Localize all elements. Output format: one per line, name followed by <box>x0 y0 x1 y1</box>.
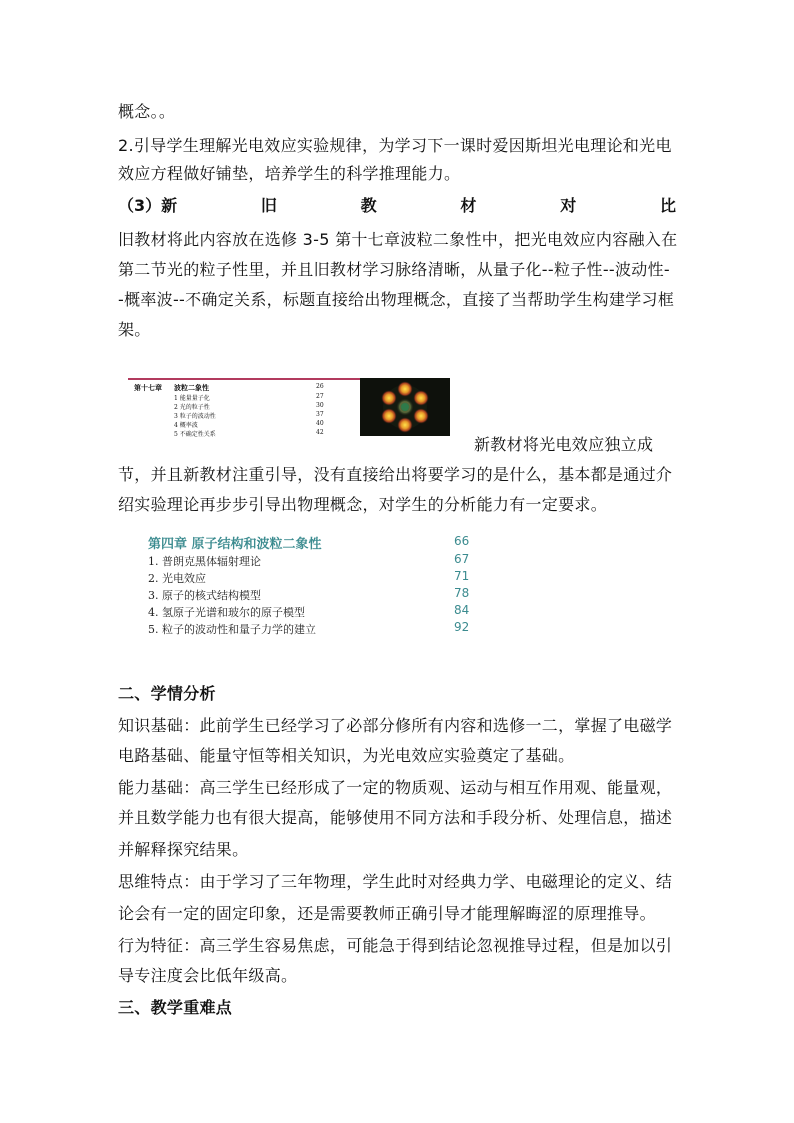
toc-item: 3. 原子的核式结构模型 <box>148 589 261 602</box>
toc-item: 1. 普朗克黑体辐射理论 <box>148 555 261 568</box>
toc-item-page: 92 <box>454 620 470 634</box>
toc-item: 1 能量量子化 <box>174 395 210 402</box>
heading-word: 材 <box>460 196 477 215</box>
toc-chapter-number: 第十七章 <box>134 383 162 392</box>
toc-item: 2 光的粒子性 <box>174 404 210 411</box>
heading-word: 比 <box>659 196 676 215</box>
toc-item-page: 78 <box>454 586 470 600</box>
paragraph-line: -概率波--不确定关系，标题直接给出物理概念，直接了当帮助学生构建学习框 <box>118 290 675 309</box>
heading-word: 教 <box>360 196 377 215</box>
heading-word: 旧 <box>260 196 277 215</box>
paragraph-line: 2.引导学生理解光电效应实验规律，为学习下一课时爱因斯坦光电理论和光电 <box>118 136 672 155</box>
diffraction-pattern-photo <box>360 378 450 436</box>
paragraph-line: 行为特征：高三学生容易焦虑，可能急于得到结论忽视推导过程，但是加以引 <box>118 936 673 955</box>
toc-chapter-title: 第四章 原子结构和波粒二象性 <box>148 537 322 552</box>
section-heading: 三、教学重难点 <box>118 998 233 1017</box>
toc-rule <box>128 378 360 380</box>
paragraph-line: 导专注度会比低年级高。 <box>118 966 298 985</box>
paragraph-line: 知识基础：此前学生已经学习了必部分修所有内容和选修一二，掌握了电磁学 <box>118 716 673 735</box>
paragraph-line: 新教材将光电效应独立成 <box>474 435 654 454</box>
paragraph-line: 节，并且新教材注重引导，没有直接给出将要学习的是什么，基本都是通过介 <box>118 465 673 484</box>
toc-chapter-title: 波粒二象性 <box>174 383 209 392</box>
heading-word: 对 <box>560 196 577 215</box>
toc-item: 5. 粒子的波动性和量子力学的建立 <box>148 623 316 636</box>
toc-chapter-page: 26 <box>316 383 324 390</box>
paragraph-line: 绍实验理论再步步引导出物理概念，对学生的分析能力有一定要求。 <box>118 495 608 514</box>
toc-item: 2. 光电效应 <box>148 572 206 585</box>
toc-item-page: 40 <box>316 420 324 427</box>
old-textbook-toc-image <box>128 378 450 436</box>
heading-word: （3）新 <box>118 196 178 215</box>
paragraph-line: 电路基础、能量守恒等相关知识，为光电效应实验奠定了基础。 <box>118 746 575 765</box>
paragraph-line: 第二节光的粒子性里，并且旧教材学习脉络清晰，从量子化--粒子性--波动性- <box>118 260 670 279</box>
paragraph-line: 能力基础：高三学生已经形成了一定的物质观、运动与相互作用观、能量观， <box>118 778 673 797</box>
toc-item-page: 71 <box>454 569 470 583</box>
toc-chapter-page: 66 <box>454 534 470 548</box>
paragraph-line: 并解释探究结果。 <box>118 840 249 859</box>
toc-item-page: 84 <box>454 603 470 617</box>
toc-item-page: 67 <box>454 552 470 566</box>
subheading-textbook-comparison <box>118 193 676 215</box>
toc-item-page: 42 <box>316 429 324 436</box>
toc-item: 4. 氢原子光谱和玻尔的原子模型 <box>148 606 305 619</box>
paragraph-line: 并且数学能力也有很大提高，能够使用不同方法和手段分析、处理信息，描述 <box>118 808 673 827</box>
toc-item: 5 不确定性关系 <box>174 431 216 438</box>
section-heading: 二、学情分析 <box>118 684 216 703</box>
toc-item-page: 27 <box>316 393 324 400</box>
paragraph-line: 架。 <box>118 320 151 339</box>
paragraph-line: 论会有一定的固定印象，还是需要教师正确引导才能理解晦涩的原理推导。 <box>118 904 656 923</box>
new-textbook-toc-image <box>148 533 478 637</box>
paragraph-line: 旧教材将此内容放在选修 3-5 第十七章波粒二象性中，把光电效应内容融入在 <box>118 230 678 249</box>
paragraph-line: 思维特点：由于学习了三年物理，学生此时对经典力学、电磁理论的定义、结 <box>118 872 673 891</box>
toc-item: 4 概率波 <box>174 422 198 429</box>
toc-item: 3 粒子的波动性 <box>174 413 216 420</box>
toc-item-page: 30 <box>316 402 324 409</box>
toc-item-page: 37 <box>316 411 324 418</box>
paragraph-line: 效应方程做好铺垫，培养学生的科学推理能力。 <box>118 164 461 183</box>
paragraph-line: 概念。。 <box>118 102 176 121</box>
